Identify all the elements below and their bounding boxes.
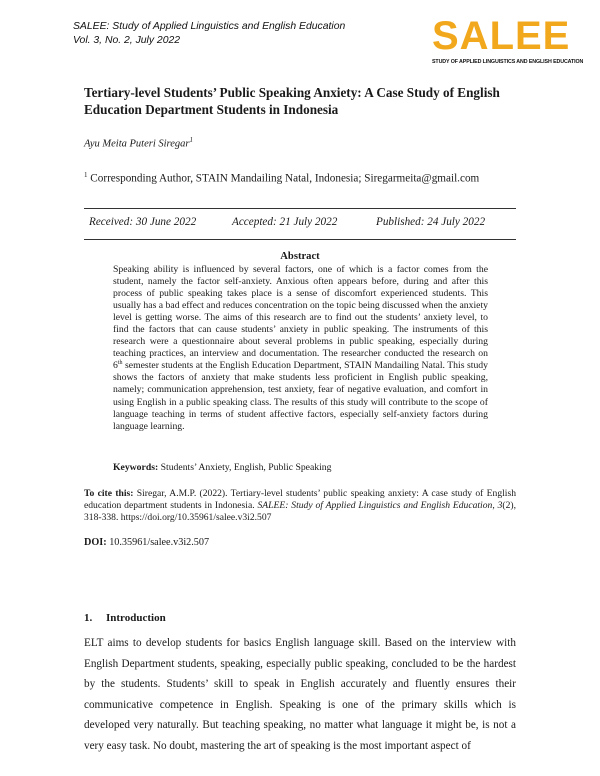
abstract-text-2: semester students at the English Education Department, STAIN Mandailing Natal. This study shows the factors of anxiety that make students less proficient in English public speaking, namely; communication apprehension, test anxiety, fear of negative evaluation, and comfort in using English in a public speaking class. The results of this study will contribute to the scope of language teaching in terms of student affective factors, especially self-anxiety factors during language learning. bbox=[113, 360, 488, 432]
citation-journal: SALEE: Study of Applied Linguistics and English Education bbox=[257, 500, 493, 512]
doi-value: 10.35961/salee.v3i2.507 bbox=[106, 537, 210, 548]
abstract-heading: Abstract bbox=[280, 251, 320, 262]
author-name: Ayu Meita Puteri Siregar bbox=[84, 138, 190, 150]
salee-logo bbox=[430, 14, 584, 68]
affiliation bbox=[84, 171, 479, 185]
citation-text-a: Siregar, A.M.P. (2022). Tertiary-level students’ public speaking anxiety: A case study of English education department students in Indonesia. bbox=[84, 488, 516, 512]
logo-wordmark: SALEE bbox=[432, 14, 571, 58]
abstract-text-1: Speaking ability is influenced by several factors, one of which is a factor comes from the student, namely the factor self-anxiety. Anxious often appears before, during and after this process of public speaking takes place is a sense of discomfort experienced students. This usually has a bad effect and reduces concentration on the topic being discussed when the anxiety level is getting worse. The aims of this research are to find out the students’ anxiety level, to find the factors that can cause students’ anxiety in public speaking. The instruments of this research were a questionnaire about several problems in public speaking, especially during teaching practices, an interview and documentation. The researcher conducted the research on 6 bbox=[113, 264, 488, 372]
section-title: Introduction bbox=[106, 612, 166, 624]
top-rule bbox=[84, 208, 516, 209]
citation-text-b: , bbox=[492, 500, 498, 512]
logo-subtitle: STUDY OF APPLIED LINGUISTICS AND ENGLISH EDUCATION bbox=[432, 59, 584, 65]
received-date: Received: 30 June 2022 bbox=[89, 216, 197, 228]
keywords-list: Students’ Anxiety, English, Public Speaking bbox=[158, 462, 332, 473]
citation-label: To cite this: bbox=[84, 488, 134, 499]
doi-label: DOI: bbox=[84, 537, 107, 548]
volume-info: Vol. 3, No. 2, July 2022 bbox=[73, 35, 181, 46]
section-heading bbox=[84, 612, 166, 624]
doi bbox=[84, 537, 209, 548]
keywords bbox=[113, 462, 332, 473]
citation-text-c: (2), 318-338. https://doi.org/10.35961/salee.v3i2.507 bbox=[84, 500, 517, 524]
affiliation-mark: 1 bbox=[84, 171, 88, 179]
journal-name: SALEE: Study of Applied Linguistics and English Education bbox=[73, 21, 346, 32]
accepted-date: Accepted: 21 July 2022 bbox=[232, 216, 338, 228]
abstract-superscript: th bbox=[117, 360, 123, 367]
published-date: Published: 24 July 2022 bbox=[376, 216, 486, 228]
abstract-body bbox=[113, 264, 488, 433]
section-number: 1. bbox=[84, 612, 93, 624]
author-mark: 1 bbox=[189, 136, 193, 144]
affiliation-text: Corresponding Author, STAIN Mandailing Natal, Indonesia; Siregarmeita@gmail.com bbox=[90, 172, 480, 185]
journal-header bbox=[73, 20, 345, 48]
bottom-rule bbox=[84, 239, 516, 240]
keywords-label: Keywords: bbox=[113, 462, 159, 473]
introduction-body: ELT aims to develop students for basics English language skill. Based on the interview with English Department students, speaking, especially public speaking, concluded to be the hardest by the students. Students’ skill to speak in English accurately and fluently ensures their communicative competence in English. Speaking is one of the primary skills which is developed very naturally. But teaching speaking, no matter what language it might be, is not a very easy task. No doubt, mastering the art of speaking is the most important aspect of bbox=[84, 637, 516, 752]
author bbox=[84, 136, 193, 150]
citation bbox=[84, 488, 516, 525]
article-title: Tertiary-level Students’ Public Speaking Anxiety: A Case Study of English Education Department Students in Indonesia bbox=[84, 85, 500, 117]
citation-volume: 3 bbox=[497, 500, 503, 512]
